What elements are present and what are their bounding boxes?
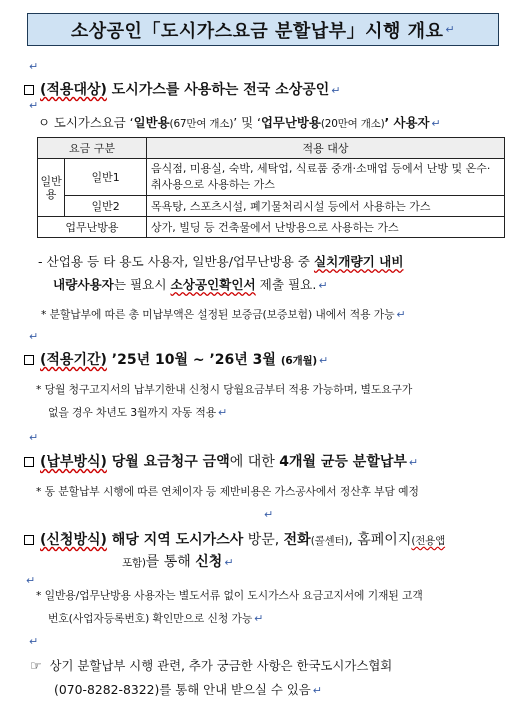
category-name-cell: 일반2	[65, 196, 147, 217]
section-text: 도시가스를 사용하는 전국 소상공인	[106, 82, 330, 98]
section-label: (적용대상)	[40, 82, 107, 98]
section-apply-method-line2: 포함)를 통해 신청 ↵	[122, 554, 234, 570]
category-desc-cell: 상가, 빌딩 등 건축물에서 난방용으로 사용하는 가스	[147, 217, 505, 238]
sub-item-users: ㅇ 도시가스요금 ‘일반용(67만여 개소)’ 및 ‘업무난방용(20만여 개소)’ 사용자 ↵	[38, 115, 441, 130]
category-desc-cell: 목욕탕, 스포츠시설, 폐기물처리시설 등에서 사용하는 가스	[147, 196, 505, 217]
empty-paragraph: ↵	[26, 574, 36, 587]
group-label-cell: 일반용	[38, 159, 65, 217]
category-name-cell: 일반1	[65, 159, 147, 196]
pointing-hand-icon: ☞	[30, 659, 42, 674]
table-row	[38, 196, 505, 217]
note-apply-without-docs-line1: * 일반용/업무난방용 사용자는 별도서류 없이 도시가스사 요금고지서에 기재된 고객	[36, 589, 423, 602]
checkbox-square-icon	[24, 535, 34, 545]
empty-paragraph: ↵	[29, 330, 39, 343]
table-row	[38, 159, 505, 196]
footer-contact-line2: (070-8282-8322)를 통해 안내 받으실 수 있음 ↵	[54, 682, 322, 697]
footer-contact-line1: ☞ 상기 분할납부 시행 관련, 추가 궁금한 사항은 한국도시가스협회	[30, 658, 393, 674]
empty-paragraph: ↵	[29, 99, 39, 112]
note-total-unpaid: * 분할납부에 따른 총 미납부액은 설정된 보증금(보증보험) 내에서 적용 가능 ↵	[41, 308, 406, 321]
empty-paragraph: ↵	[264, 508, 274, 521]
table-header-cell: 요금 구분	[38, 138, 147, 159]
section-apply-method-line1: (신청방식) 해당 지역 도시가스사 방문, 전화(콜센터), 홈페이지(전용앱	[24, 529, 445, 549]
dash-item-line1: - 산업용 등 타 용도 사용자, 일반용/업무난방용 중 실치개량기 내비	[38, 254, 404, 269]
paragraph-mark: ↵	[445, 23, 456, 36]
section-payment-method: (납부방식) 당월 요금청구 금액에 대한 4개월 균등 분할납부 ↵	[24, 451, 418, 471]
empty-paragraph: ↵	[29, 635, 39, 648]
table-header-row	[38, 138, 505, 159]
note-auto-apply-line2: 없을 경우 차년도 3월까지 자동 적용 ↵	[48, 406, 228, 419]
table-header-cell: 적용 대상	[147, 138, 505, 159]
empty-paragraph: ↵	[29, 60, 39, 73]
section-apply-target: (적용대상) 도시가스를 사용하는 전국 소상공인 ↵	[24, 79, 340, 99]
section-apply-period: (적용기간) ’25년 10월 ~ ’26년 3월 (6개월) ↵	[24, 349, 328, 369]
checkbox-square-icon	[24, 85, 34, 95]
rate-category-table	[37, 137, 505, 238]
table-row	[38, 217, 505, 238]
note-apply-without-docs-line2: 번호(사업자등록번호) 확인만으로 신청 가능 ↵	[48, 612, 264, 625]
note-extra-costs: * 동 분할납부 시행에 따른 연체이자 등 제반비용은 가스공사에서 정산후 부담 예정	[36, 485, 419, 498]
document-title-box	[27, 13, 499, 46]
dash-item-line2: 내량사용자는 필요시 소상공인확인서 제출 필요. ↵	[53, 277, 328, 292]
category-desc-cell: 음식점, 미용실, 숙박, 세탁업, 식료품 중개·소매업 등에서 난방 및 온수·취사용으로 사용하는 가스	[147, 159, 505, 196]
document-title: 소상공인「도시가스요금 분할납부」시행 개요	[70, 20, 444, 42]
note-auto-apply-line1: * 당월 청구고지서의 납부기한내 신청시 당월요금부터 적용 가능하며, 별도요구가	[36, 383, 413, 396]
circle-bullet: ㅇ	[38, 115, 50, 130]
checkbox-square-icon	[24, 457, 34, 467]
checkbox-square-icon	[24, 355, 34, 365]
category-name-cell: 업무난방용	[38, 217, 147, 238]
empty-paragraph: ↵	[29, 431, 39, 444]
